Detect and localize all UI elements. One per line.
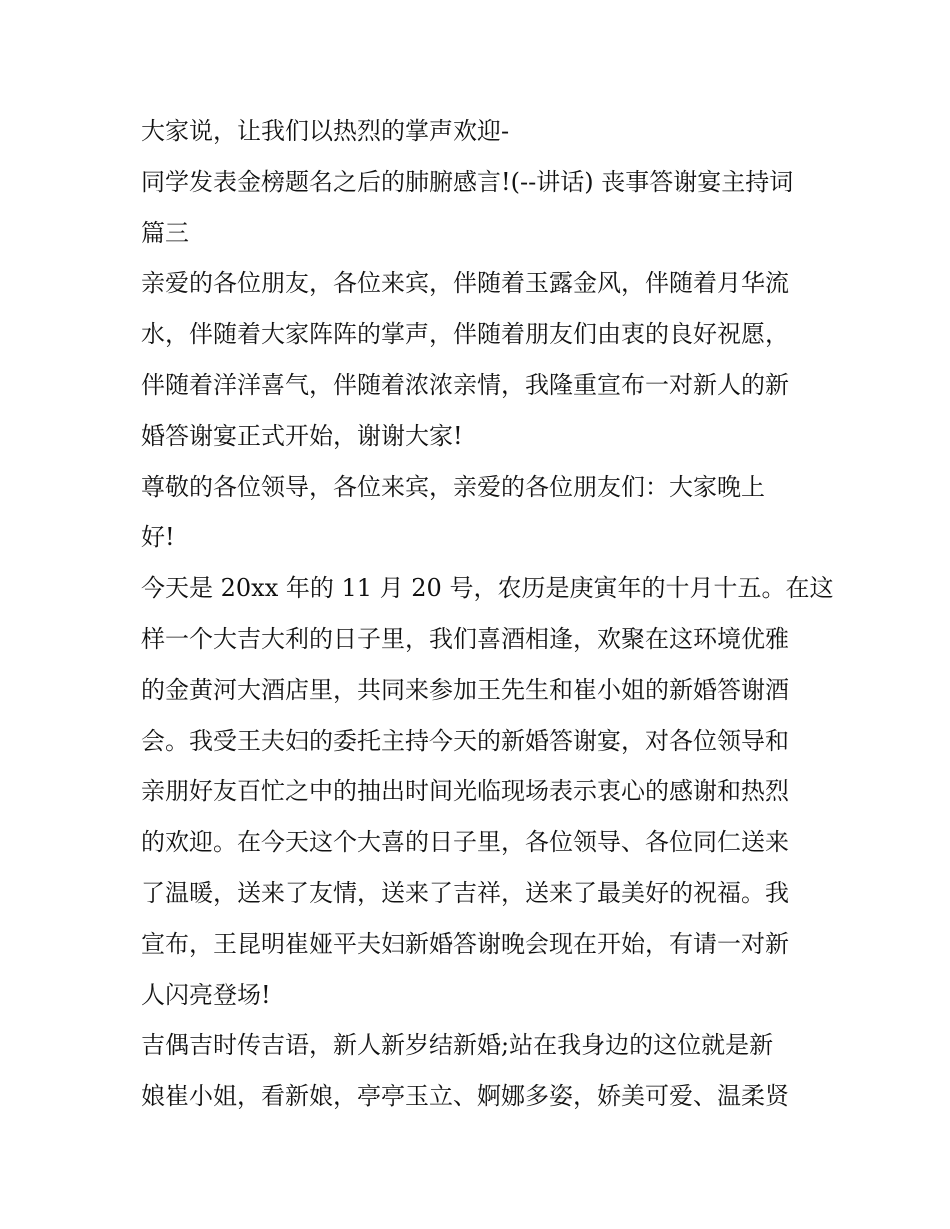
text-line: 好! <box>141 523 175 552</box>
text-line: 今天是 20xx 年的 11 月 20 号，农历是庚寅年的十月十五。在这 <box>141 574 834 603</box>
text-line: 尊敬的各位领导，各位来宾，亲爱的各位朋友们：大家晚上 <box>141 472 765 501</box>
text-line: 亲朋好友百忙之中的抽出时间光临现场表示衷心的感谢和热烈 <box>141 777 789 806</box>
text-line: 了温暖，送来了友情，送来了吉祥，送来了最美好的祝福。我 <box>141 878 789 907</box>
document-body <box>141 106 834 1122</box>
text-line: 婚答谢宴正式开始，谢谢大家! <box>141 421 463 450</box>
text-line: 篇三 <box>141 218 189 247</box>
text-line: 人闪亮登场! <box>141 980 271 1009</box>
text-line: 宣布，王昆明崔娅平夫妇新婚答谢晚会现在开始，有请一对新 <box>141 929 789 958</box>
text-line: 伴随着洋洋喜气，伴随着浓浓亲情，我隆重宣布一对新人的新 <box>141 370 789 399</box>
text-line: 的金黄河大酒店里，共同来参加王先生和崔小姐的新婚答谢酒 <box>141 675 789 704</box>
text-line: 的欢迎。在今天这个大喜的日子里，各位领导、各位同仁送来 <box>141 828 789 857</box>
text-line: 吉偶吉时传吉语，新人新岁结新婚;站在我身边的这位就是新 <box>141 1031 774 1060</box>
text-line: 同学发表金榜题名之后的肺腑感言!(--讲话) 丧事答谢宴主持词 <box>141 167 794 196</box>
text-line: 大家说，让我们以热烈的掌声欢迎- <box>141 117 510 145</box>
text-line: 亲爱的各位朋友，各位来宾，伴随着玉露金风，伴随着月华流 <box>141 269 789 298</box>
text-line: 水，伴随着大家阵阵的掌声，伴随着朋友们由衷的良好祝愿， <box>141 320 789 349</box>
text-line: 样一个大吉大利的日子里，我们喜酒相逢，欢聚在这环境优雅 <box>141 624 789 653</box>
text-line: 会。我受王夫妇的委托主持今天的新婚答谢宴，对各位领导和 <box>141 726 789 755</box>
text-line: 娘崔小姐，看新娘，亭亭玉立、婀娜多姿，娇美可爱、温柔贤 <box>141 1082 789 1111</box>
